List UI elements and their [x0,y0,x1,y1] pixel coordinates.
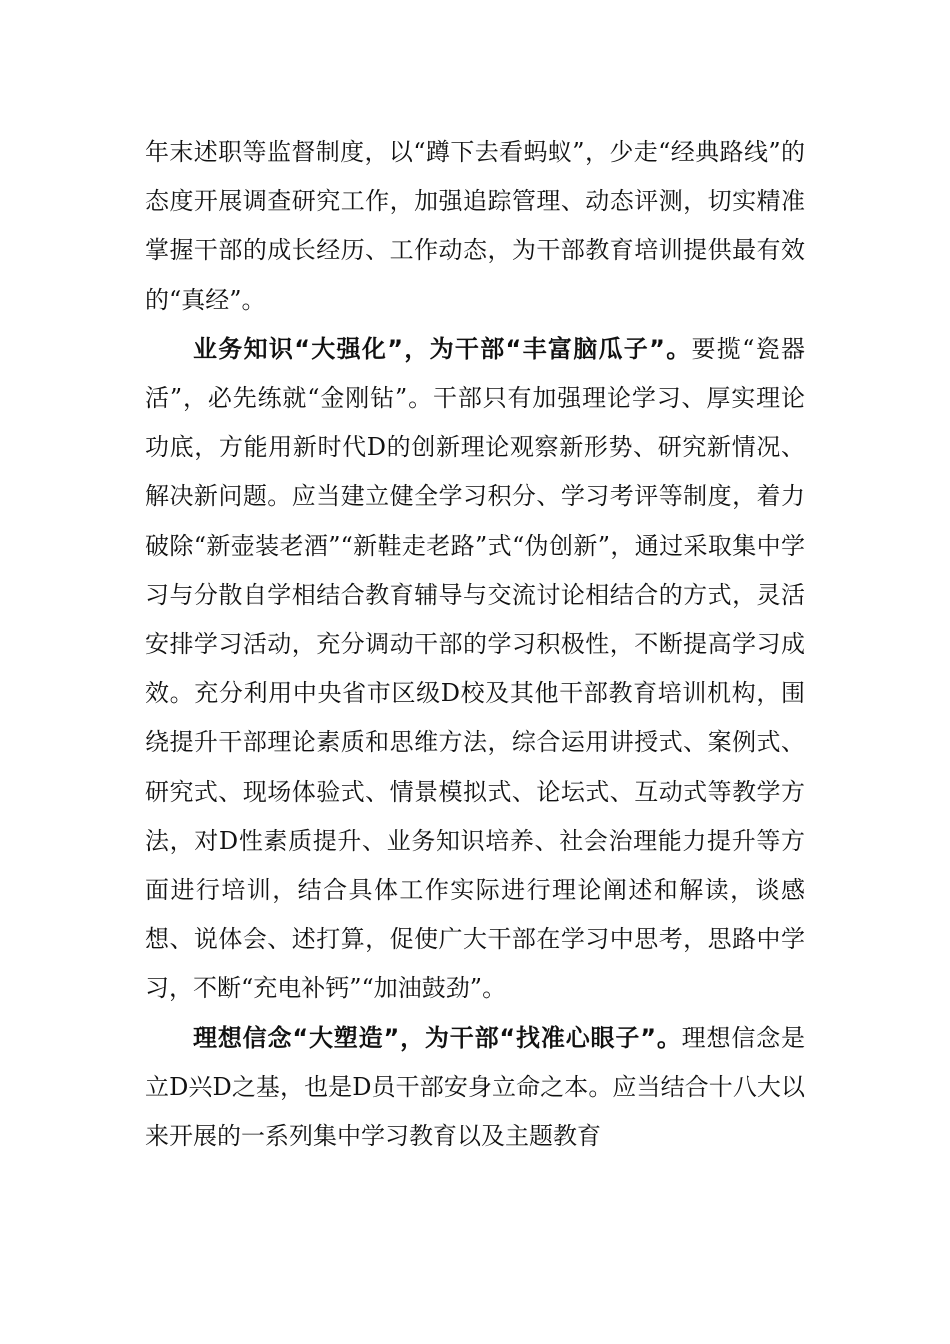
paragraph-text: 理想信念是立D兴D之基，也是D员干部安身立命之本。应当结合十八大以来开展的一系列集中学习教育以及主题教育 [145,1023,806,1151]
paragraph-ideals-beliefs [145,1014,805,1162]
paragraph-text: 年末述职等监督制度，以“蹲下去看蚂蚁”，少走“经典路线”的态度开展调查研究工作，加强追踪管理、动态评测，切实精准掌握干部的成长经历、工作动态，为干部教育培训提供最有效的“真经”。 [145,138,805,314]
paragraph-heading: 理想信念“大塑造”，为干部“找准心眼子”。 [193,1023,682,1052]
paragraph-heading: 业务知识“大强化”，为干部“丰富脑瓜子”。 [193,334,692,363]
paragraph-text: 要揽“瓷器活”，必先练就“金刚钻”。干部只有加强理论学习、厚实理论功底，方能用新时代D的创新理论观察新形势、研究新情况、解决新问题。应当建立健全学习积分、学习考评等制度，着力破除“新壶装老酒”“新鞋走老路”式“伪创新”，通过采取集中学习与分散自学相结合教育辅导与交流讨论相结合的方式，灵活安排学习活动，充分调动干部的学习积极性，不断提高学习成效。充分利用中央省市区级D校及其他干部教育培训机构，围绕提升干部理论素质和思维方法，综合运用讲授式、案例式、研究式、现场体验式、情景模拟式、论坛式、互动式等教学方法，对D性素质提升、业务知识培养、社会治理能力提升等方面进行培训，结合具体工作实际进行理论阐述和解读，谈感想、说体会、述打算，促使广大干部在学习中思考，思路中学习，不断“充电补钙”“加油鼓劲”。 [145,334,805,1003]
paragraph-continuation [145,128,805,325]
document-body [145,128,805,1161]
paragraph-business-knowledge [145,325,805,1014]
